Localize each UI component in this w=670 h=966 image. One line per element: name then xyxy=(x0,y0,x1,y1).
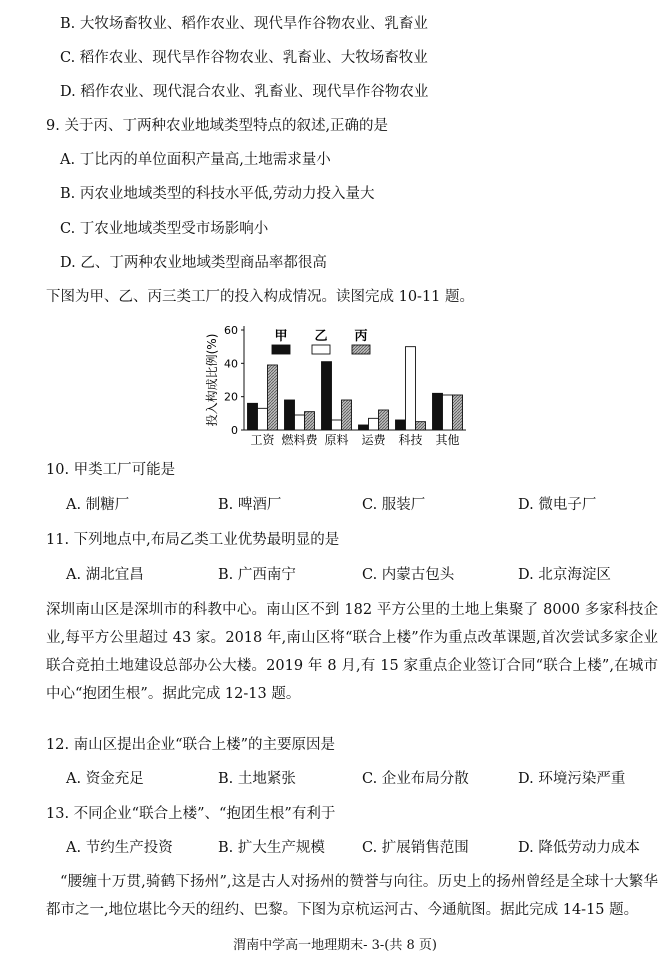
x-tick-label: 工资 xyxy=(250,433,275,447)
y-tick-label: 20 xyxy=(224,390,238,404)
q12-stem: 12. 南山区提出企业“联合上楼”的主要原因是 xyxy=(46,737,335,753)
bar-甲-运费 xyxy=(359,425,369,430)
x-tick-label: 其他 xyxy=(435,433,460,447)
passage-yangzhou xyxy=(46,868,658,924)
bar-甲-其他 xyxy=(433,393,443,430)
bar-乙-燃料费 xyxy=(295,415,305,430)
q10-option-d: D. 微电子厂 xyxy=(518,497,597,513)
bar-甲-燃料费 xyxy=(285,400,295,430)
q8-option-c: C. 稻作农业、现代旱作谷物农业、乳畜业、大牧场畜牧业 xyxy=(60,50,428,66)
q13-stem: 13. 不同企业“联合上楼”、“抱团生根”有利于 xyxy=(46,806,336,822)
q10-option-b: B. 啤酒厂 xyxy=(218,497,282,513)
q9-option-d: D. 乙、丁两种农业地域类型商品率都很高 xyxy=(60,255,327,271)
bar-甲-工资 xyxy=(248,403,258,430)
chart-intro: 下图为甲、乙、丙三类工厂的投入构成情况。读图完成 10-11 题。 xyxy=(46,289,475,305)
y-tick-label: 40 xyxy=(224,357,238,371)
x-tick-label: 科技 xyxy=(398,433,423,447)
x-tick-label: 原料 xyxy=(324,433,349,447)
q9-stem: 9. 关于丙、丁两种农业地域类型特点的叙述,正确的是 xyxy=(46,118,389,134)
q12-option-b: B. 土地紧张 xyxy=(218,771,296,787)
bar-丙-燃料费 xyxy=(305,412,315,430)
bar-乙-科技 xyxy=(406,347,416,430)
q9-option-c: C. 丁农业地域类型受市场影响小 xyxy=(60,221,269,237)
q11-option-b: B. 广西南宁 xyxy=(218,567,296,583)
bar-乙-工资 xyxy=(258,408,268,430)
passage-nanshan-text: 深圳南山区是深圳市的科教中心。南山区不到 182 平方公里的土地上集聚了 8000 多家科技企业,每平方公里超过 43 家。2018 年,南山区将“联合上楼”作为重点改革课题,首次尝试多家企业联合竞拍土地建设总部办公大楼。2019 年 8 月,有 15 家重点企业签订合同“联合上楼”,在城市中心“抱团生根”。据此完成 12-13 题。 xyxy=(46,602,658,702)
q9-option-b: B. 丙农业地域类型的科技水平低,劳动力投入量大 xyxy=(60,186,375,202)
q10-option-a: A. 制糖厂 xyxy=(66,497,130,513)
q10-stem: 10. 甲类工厂可能是 xyxy=(46,462,176,478)
q13-option-c: C. 扩展销售范围 xyxy=(362,840,469,856)
legend-label-丙: 丙 xyxy=(354,329,368,344)
q11-option-c: C. 内蒙古包头 xyxy=(362,567,455,583)
legend-swatch-甲 xyxy=(272,345,290,354)
passage-yangzhou-text: “腰缠十万贯,骑鹤下扬州”,这是古人对扬州的赞誉与向往。历史上的扬州曾经是全球十大繁华都市之一,地位堪比今天的纽约、巴黎。下图为京杭运河古、今通航图。据此完成 14-15 题。 xyxy=(46,874,658,918)
q8-option-b: B. 大牧场畜牧业、稻作农业、现代旱作谷物农业、乳畜业 xyxy=(60,16,428,32)
y-axis-label: 投入构成比例(%) xyxy=(205,333,219,427)
passage-nanshan xyxy=(46,596,658,708)
bar-丙-其他 xyxy=(453,395,463,430)
q13-option-d: D. 降低劳动力成本 xyxy=(518,840,640,856)
legend-swatch-乙 xyxy=(312,345,330,354)
y-tick-label: 60 xyxy=(224,324,238,337)
q12-option-a: A. 资金充足 xyxy=(66,771,144,787)
q9-option-a: A. 丁比丙的单位面积产量高,土地需求量小 xyxy=(60,152,331,168)
legend-swatch-丙 xyxy=(352,345,370,354)
q12-option-d: D. 环境污染严重 xyxy=(518,771,626,787)
q12-option-c: C. 企业布局分散 xyxy=(362,771,469,787)
x-tick-label: 运费 xyxy=(361,433,386,447)
bar-丙-科技 xyxy=(416,422,426,430)
bar-乙-原料 xyxy=(332,420,342,430)
bar-乙-运费 xyxy=(369,418,379,430)
bar-乙-其他 xyxy=(443,395,453,430)
bar-甲-原料 xyxy=(322,362,332,430)
q11-stem: 11. 下列地点中,布局乙类工业优势最明显的是 xyxy=(46,532,340,548)
q8-option-d: D. 稻作农业、现代混合农业、乳畜业、现代旱作谷物农业 xyxy=(60,84,429,100)
q13-option-b: B. 扩大生产规模 xyxy=(218,840,325,856)
q11-option-d: D. 北京海淀区 xyxy=(518,567,611,583)
q13-option-a: A. 节约生产投资 xyxy=(66,840,173,856)
bar-丙-工资 xyxy=(268,365,278,430)
q11-option-a: A. 湖北宜昌 xyxy=(66,567,144,583)
page-footer: 渭南中学高一地理期末- 3-(共 8 页) xyxy=(233,938,437,953)
input-structure-chart xyxy=(196,318,476,450)
bar-丙-运费 xyxy=(379,410,389,430)
y-tick-label: 0 xyxy=(231,424,238,437)
bar-甲-科技 xyxy=(396,420,406,430)
x-tick-label: 燃料费 xyxy=(281,433,318,447)
bar-丙-原料 xyxy=(342,400,352,430)
legend-label-乙: 乙 xyxy=(314,329,328,344)
q10-option-c: C. 服装厂 xyxy=(362,497,426,513)
legend-label-甲: 甲 xyxy=(274,329,288,344)
